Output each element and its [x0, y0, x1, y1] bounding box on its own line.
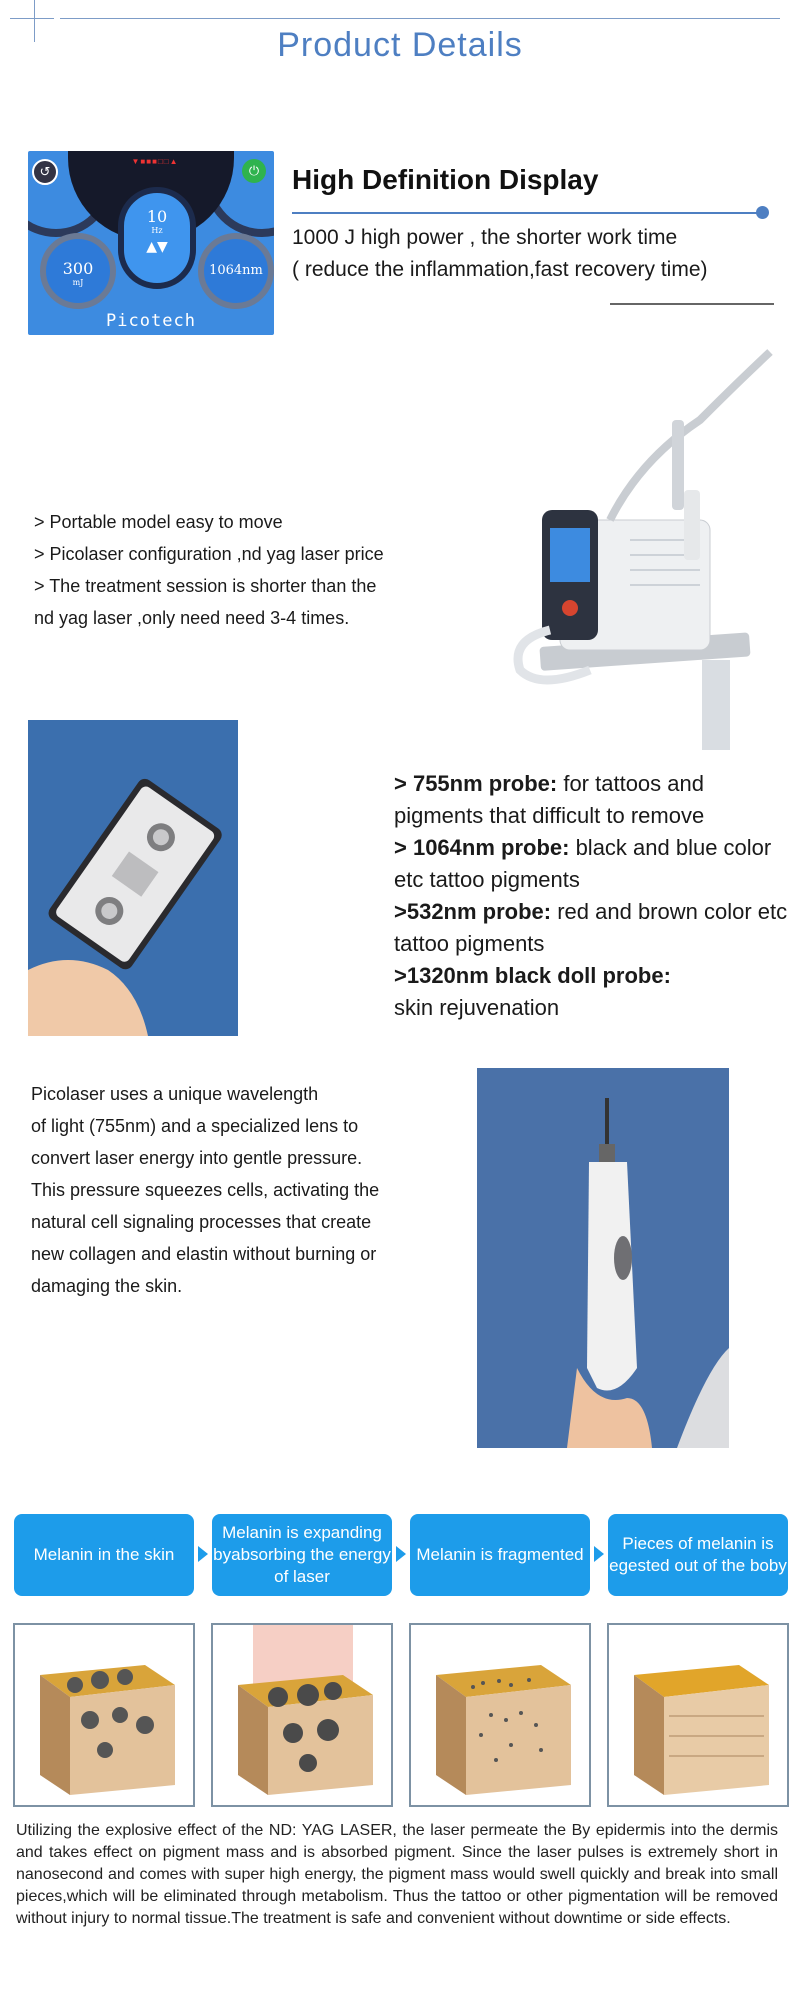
up-down-icon: ▲▼: [146, 239, 168, 255]
back-icon: ↺: [32, 159, 58, 185]
probe-item: [394, 896, 794, 960]
pico-line: damaging the skin.: [31, 1276, 183, 1296]
energy-unit: mJ: [72, 278, 84, 287]
step-1: Melanin in the skin: [14, 1514, 194, 1596]
step-arrow-icon: [396, 1546, 406, 1562]
page-title: Product Details: [277, 26, 523, 64]
wavelength-dial: [198, 233, 274, 309]
handpiece-image: [477, 1068, 729, 1448]
header-cross-horizontal: [10, 18, 54, 19]
feature-line-1: 1000 J high power , the shorter work time: [292, 226, 678, 249]
skin-cube-4: [609, 1625, 787, 1805]
energy-value: 300: [62, 259, 94, 278]
wavelength-value: 1064nm: [209, 263, 263, 278]
probe-label: > 755nm probe:: [394, 771, 558, 796]
frequency-unit: Hz: [151, 226, 163, 235]
pico-line: of light (755nm) and a specialized lens to: [31, 1116, 359, 1136]
header-rule: [60, 18, 780, 19]
step-4: Pieces of melanin is egested out of the boby: [608, 1514, 788, 1596]
bullet-2: > Picolaser configuration ,nd yag laser price: [34, 544, 384, 564]
pico-line: natural cell signaling processes that create: [31, 1212, 372, 1232]
probe-item: [394, 768, 794, 832]
step-arrow-icon: [594, 1546, 604, 1562]
probe-desc: for tattoos and pigments that difficult to remove: [394, 771, 705, 828]
probe-list: [394, 768, 794, 1024]
step-arrow-icon: [198, 1546, 208, 1562]
pico-line: convert laser energy into gentle pressure.: [31, 1148, 363, 1168]
feature-rule: [292, 212, 760, 214]
probe-label: > 1064nm probe:: [394, 835, 570, 860]
skin-illustration-1: [13, 1623, 195, 1807]
feature-line-2: ( reduce the inflammation,fast recovery time): [292, 258, 708, 281]
picolaser-description: [31, 1078, 431, 1302]
feature-underline: [610, 303, 774, 305]
probe-item: [394, 832, 794, 896]
feature-bullets: [34, 506, 434, 634]
skin-illustration-4: [607, 1623, 789, 1807]
frequency-dial: [118, 187, 196, 289]
feature-rule-dot: [756, 206, 769, 219]
machine-image: [480, 340, 780, 750]
probe-item: [394, 960, 794, 1024]
skin-cube-3: [411, 1625, 589, 1805]
pico-line: This pressure squeezes cells, activating the: [31, 1180, 380, 1200]
feature-text: [292, 222, 792, 286]
probe-desc: skin rejuvenation: [394, 995, 560, 1020]
energy-dial: [40, 233, 116, 309]
skin-illustration-3: [409, 1623, 591, 1807]
skin-cube-1: [15, 1625, 193, 1805]
probe-desc: red and brown color etc tattoo pigments: [394, 899, 788, 956]
bullet-1: > Portable model easy to move: [34, 512, 283, 532]
probe-label: >532nm probe:: [394, 899, 552, 924]
bullet-3: > The treatment session is shorter than the: [34, 576, 377, 596]
panel-brand: Picotech: [106, 311, 196, 331]
feature-title: High Definition Display: [292, 164, 599, 195]
step-2: Melanin is expanding byabsorbing the energy of laser: [212, 1514, 392, 1596]
probe-desc: black and blue color etc tattoo pigments: [394, 835, 772, 892]
pico-line: Picolaser uses a unique wavelength: [31, 1084, 319, 1104]
step-3: Melanin is fragmented: [410, 1514, 590, 1596]
pico-line: new collagen and elastin without burning or: [31, 1244, 377, 1264]
frequency-value: 10: [146, 207, 168, 226]
probe-label: >1320nm black doll probe:: [394, 963, 671, 988]
power-icon: ⏻: [242, 159, 266, 183]
panel-status-bar: ▼■■■□□▲: [131, 157, 179, 166]
bullet-4: nd yag laser ,only need need 3-4 times.: [34, 608, 350, 628]
bottom-description: Utilizing the explosive effect of the ND: YAG LASER, the laser permeate the By epidermis into the dermis and takes effect on pigment mass and is absorbed pigment. Since the laser pulses is extremely short in nanosecond and comes with super high energy, the pigment mass would swell quickly and break into small pieces,which will be eliminated through metabolism. Thus the tattoo or other pigmentation will be removed without injury to normal tissue.The treatment is safe and convenient without downtime or side effects.: [16, 1822, 778, 1927]
skin-cube-2: [213, 1625, 391, 1805]
probe-kit-image: [28, 720, 238, 1036]
display-panel-image: [28, 151, 274, 335]
skin-illustration-2: [211, 1623, 393, 1807]
